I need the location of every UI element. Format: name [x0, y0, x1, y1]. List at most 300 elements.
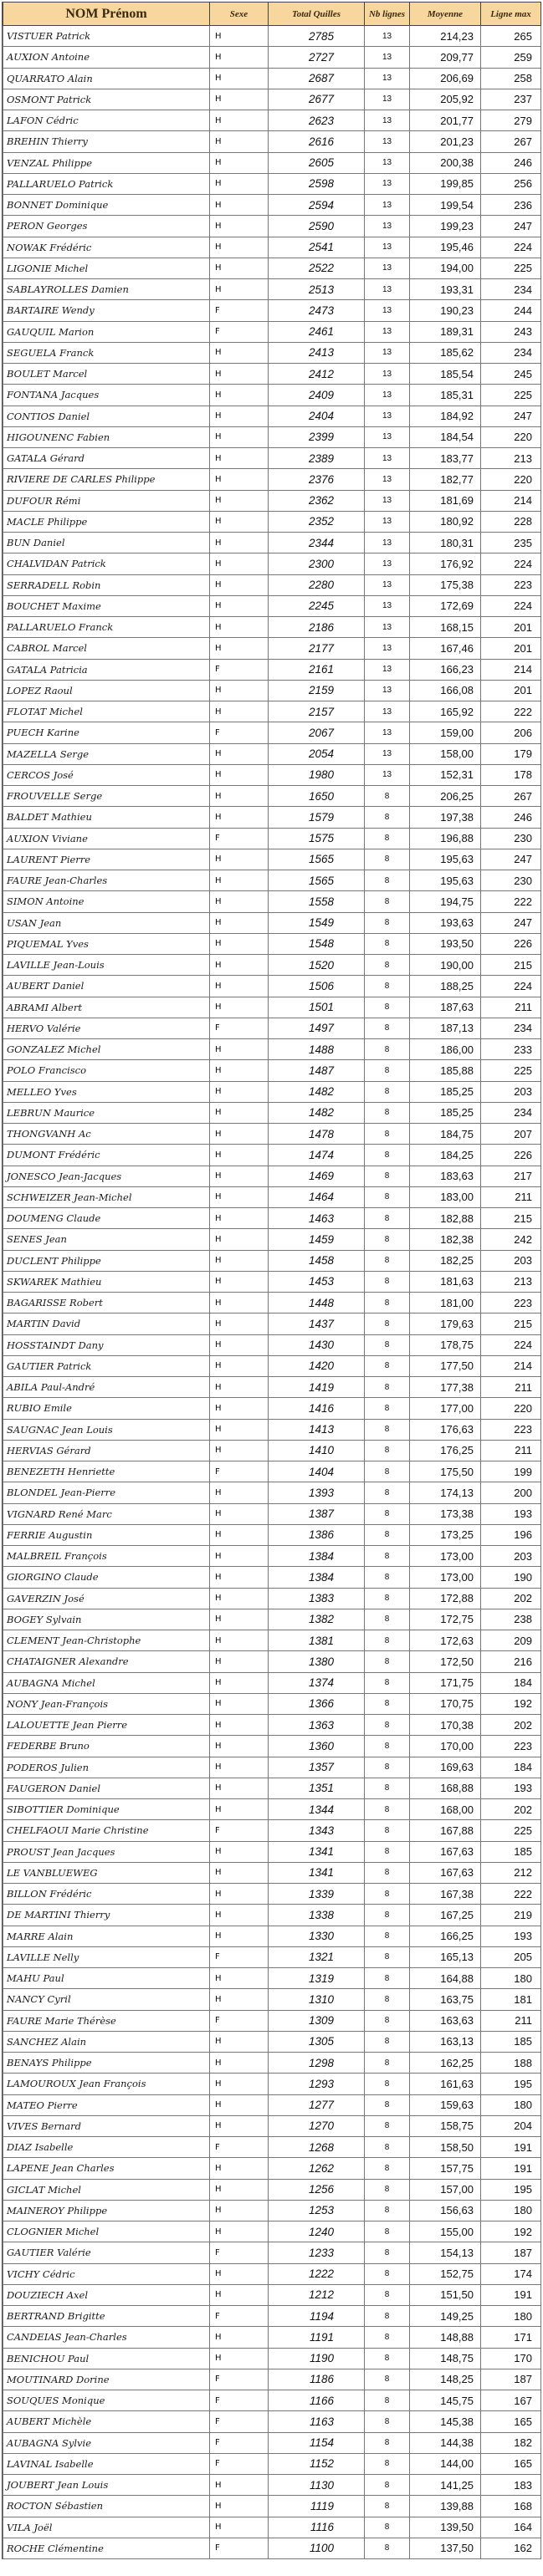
cell-games: 8: [365, 1820, 410, 1841]
cell-total: 2461: [269, 321, 365, 342]
table-row: [3, 574, 541, 595]
cell-sex: F: [210, 321, 269, 342]
cell-max: 234: [481, 1102, 541, 1123]
cell-games: 13: [365, 722, 410, 743]
table-row: [3, 1968, 541, 1989]
cell-total: 2605: [269, 152, 365, 173]
cell-max: 215: [481, 1208, 541, 1229]
cell-average: 158,75: [410, 2115, 481, 2136]
cell-average: 157,00: [410, 2179, 481, 2200]
cell-sex: F: [210, 2390, 269, 2411]
cell-sex: H: [210, 448, 269, 469]
cell-name: SENES Jean: [3, 1229, 210, 1250]
cell-games: 8: [365, 1208, 410, 1229]
cell-total: 1575: [269, 828, 365, 849]
cell-total: 1293: [269, 2074, 365, 2094]
cell-sex: H: [210, 976, 269, 997]
table-row: [3, 1757, 541, 1778]
cell-sex: H: [210, 1419, 269, 1440]
cell-name: DUFOUR Rémi: [3, 490, 210, 511]
cell-total: 1980: [269, 764, 365, 785]
cell-average: 156,63: [410, 2200, 481, 2221]
cell-total: 1463: [269, 1208, 365, 1229]
cell-name: BERTRAND Brigitte: [3, 2306, 210, 2327]
cell-average: 145,38: [410, 2411, 481, 2432]
cell-total: 1384: [269, 1546, 365, 1567]
cell-sex: H: [210, 1503, 269, 1524]
cell-sex: H: [210, 1757, 269, 1778]
table-row: [3, 2115, 541, 2136]
cell-games: 13: [365, 173, 410, 194]
table-row: [3, 2411, 541, 2432]
cell-games: 8: [365, 2453, 410, 2474]
cell-total: 1262: [269, 2158, 365, 2179]
cell-average: 193,31: [410, 279, 481, 300]
cell-average: 174,13: [410, 1482, 481, 1503]
table-row: [3, 1440, 541, 1461]
cell-sex: H: [210, 1039, 269, 1060]
cell-name: HERVO Valérie: [3, 1018, 210, 1038]
table-row: [3, 743, 541, 764]
cell-total: 2687: [269, 68, 365, 89]
cell-total: 2522: [269, 258, 365, 278]
cell-games: 8: [365, 1546, 410, 1567]
cell-total: 1487: [269, 1060, 365, 1081]
cell-sex: H: [210, 595, 269, 616]
cell-games: 13: [365, 680, 410, 701]
cell-total: 2362: [269, 490, 365, 511]
cell-total: 1482: [269, 1102, 365, 1123]
table-row: [3, 448, 541, 469]
cell-average: 172,63: [410, 1630, 481, 1651]
cell-max: 238: [481, 1609, 541, 1630]
cell-max: 180: [481, 2200, 541, 2221]
cell-name: SERRADELL Robin: [3, 574, 210, 595]
cell-sex: H: [210, 469, 269, 490]
table-row: [3, 342, 541, 363]
cell-total: 1341: [269, 1862, 365, 1883]
cell-max: 211: [481, 1440, 541, 1461]
cell-max: 201: [481, 617, 541, 638]
cell-games: 8: [365, 2221, 410, 2242]
cell-max: 223: [481, 1736, 541, 1757]
cell-average: 177,50: [410, 1355, 481, 1376]
cell-sex: F: [210, 2369, 269, 2390]
cell-games: 13: [365, 89, 410, 110]
cell-max: 168: [481, 2496, 541, 2517]
cell-average: 167,88: [410, 1820, 481, 1841]
cell-sex: H: [210, 1124, 269, 1145]
cell-name: BLONDEL Jean-Pierre: [3, 1482, 210, 1503]
table-row: [3, 1398, 541, 1419]
cell-total: 1413: [269, 1419, 365, 1440]
cell-total: 2590: [269, 216, 365, 237]
table-row: [3, 1081, 541, 1102]
cell-games: 8: [365, 2179, 410, 2200]
column-header-name: NOM Prénom: [3, 3, 210, 26]
cell-games: 8: [365, 828, 410, 849]
cell-max: 184: [481, 1672, 541, 1693]
cell-name: VISTUER Patrick: [3, 26, 210, 47]
cell-max: 203: [481, 1546, 541, 1567]
cell-total: 1233: [269, 2242, 365, 2263]
cell-name: GONZALEZ Michel: [3, 1039, 210, 1060]
cell-name: GICLAT Michel: [3, 2179, 210, 2200]
cell-average: 167,63: [410, 1841, 481, 1862]
cell-name: SAUGNAC Jean Louis: [3, 1419, 210, 1440]
cell-average: 199,54: [410, 195, 481, 216]
cell-max: 212: [481, 1862, 541, 1883]
cell-sex: H: [210, 1482, 269, 1503]
cell-name: HIGOUNENC Fabien: [3, 426, 210, 447]
cell-average: 196,88: [410, 828, 481, 849]
cell-games: 13: [365, 321, 410, 342]
cell-total: 1321: [269, 1946, 365, 1967]
table-row: [3, 2432, 541, 2453]
cell-games: 13: [365, 574, 410, 595]
cell-name: NONY Jean-François: [3, 1693, 210, 1714]
table-row: [3, 955, 541, 976]
cell-average: 195,46: [410, 237, 481, 258]
cell-name: PUECH Karine: [3, 722, 210, 743]
cell-max: 204: [481, 2115, 541, 2136]
cell-sex: H: [210, 1440, 269, 1461]
table-row: [3, 1334, 541, 1355]
cell-sex: H: [210, 1693, 269, 1714]
cell-average: 167,63: [410, 1862, 481, 1883]
ranking-table: [3, 2, 541, 2559]
cell-name: DOUZIECH Axel: [3, 2284, 210, 2305]
cell-games: 8: [365, 1293, 410, 1314]
cell-name: FAURE Marie Thérèse: [3, 2010, 210, 2031]
table-row: [3, 1124, 541, 1145]
cell-sex: H: [210, 1229, 269, 1250]
cell-max: 216: [481, 1651, 541, 1672]
cell-name: THONGVANH Ac: [3, 1124, 210, 1145]
cell-max: 224: [481, 1334, 541, 1355]
cell-max: 223: [481, 1419, 541, 1440]
table-row: [3, 1630, 541, 1651]
cell-average: 186,00: [410, 1039, 481, 1060]
cell-sex: H: [210, 258, 269, 278]
cell-average: 187,13: [410, 1018, 481, 1038]
cell-sex: H: [210, 152, 269, 173]
cell-sex: H: [210, 1862, 269, 1883]
cell-name: FEDERBE Bruno: [3, 1736, 210, 1757]
cell-max: 234: [481, 279, 541, 300]
cell-max: 195: [481, 2179, 541, 2200]
cell-name: BOUCHET Maxime: [3, 595, 210, 616]
cell-name: CHATAIGNER Alexandre: [3, 1651, 210, 1672]
cell-average: 185,54: [410, 364, 481, 385]
cell-max: 211: [481, 997, 541, 1018]
cell-name: FLOTAT Michel: [3, 701, 210, 722]
cell-average: 158,50: [410, 2137, 481, 2158]
cell-total: 1212: [269, 2284, 365, 2305]
cell-name: LOPEZ Raoul: [3, 680, 210, 701]
cell-sex: H: [210, 342, 269, 363]
cell-sex: H: [210, 849, 269, 870]
cell-name: PALLARUELO Franck: [3, 617, 210, 638]
cell-name: MAINEROY Philippe: [3, 2200, 210, 2221]
cell-games: 13: [365, 659, 410, 680]
cell-max: 190: [481, 1567, 541, 1588]
cell-total: 1310: [269, 1989, 365, 2010]
table-row: [3, 1546, 541, 1567]
cell-max: 213: [481, 448, 541, 469]
cell-name: BUN Daniel: [3, 533, 210, 553]
cell-total: 2513: [269, 279, 365, 300]
cell-max: 191: [481, 2158, 541, 2179]
cell-total: 1319: [269, 1968, 365, 1989]
cell-name: PALLARUELO Patrick: [3, 173, 210, 194]
cell-games: 8: [365, 2475, 410, 2496]
cell-total: 1100: [269, 2538, 365, 2558]
cell-sex: H: [210, 1778, 269, 1798]
cell-sex: F: [210, 2137, 269, 2158]
cell-name: MAHU Paul: [3, 1968, 210, 1989]
cell-games: 8: [365, 1461, 410, 1482]
cell-total: 2376: [269, 469, 365, 490]
cell-games: 13: [365, 237, 410, 258]
cell-sex: H: [210, 1524, 269, 1545]
cell-max: 199: [481, 1461, 541, 1482]
cell-games: 8: [365, 1884, 410, 1905]
cell-average: 189,31: [410, 321, 481, 342]
cell-max: 225: [481, 1060, 541, 1081]
cell-games: 8: [365, 1736, 410, 1757]
cell-total: 2413: [269, 342, 365, 363]
cell-average: 155,00: [410, 2221, 481, 2242]
cell-total: 2399: [269, 426, 365, 447]
cell-sex: H: [210, 1989, 269, 2010]
header-row: [3, 3, 541, 26]
cell-average: 166,08: [410, 680, 481, 701]
cell-sex: H: [210, 1968, 269, 1989]
cell-sex: H: [210, 2094, 269, 2115]
cell-max: 247: [481, 406, 541, 426]
cell-average: 209,77: [410, 47, 481, 68]
table-row: [3, 659, 541, 680]
cell-name: LAMOUROUX Jean François: [3, 2074, 210, 2094]
cell-games: 13: [365, 216, 410, 237]
cell-name: HERVIAS Gérard: [3, 1440, 210, 1461]
cell-total: 1366: [269, 1693, 365, 1714]
cell-total: 2594: [269, 195, 365, 216]
cell-average: 163,13: [410, 2031, 481, 2052]
table-row: [3, 722, 541, 743]
table-row: [3, 2263, 541, 2284]
cell-name: BOULET Marcel: [3, 364, 210, 385]
cell-games: 8: [365, 1630, 410, 1651]
cell-total: 1430: [269, 1334, 365, 1355]
cell-total: 1549: [269, 912, 365, 933]
cell-sex: H: [210, 385, 269, 406]
cell-average: 154,13: [410, 2242, 481, 2263]
table-row: [3, 2517, 541, 2538]
cell-total: 1478: [269, 1124, 365, 1145]
cell-total: 1380: [269, 1651, 365, 1672]
cell-average: 197,38: [410, 807, 481, 828]
cell-games: 8: [365, 2327, 410, 2348]
cell-max: 222: [481, 701, 541, 722]
cell-games: 13: [365, 743, 410, 764]
cell-max: 226: [481, 933, 541, 954]
table-row: [3, 68, 541, 89]
cell-sex: H: [210, 1377, 269, 1398]
table-row: [3, 110, 541, 131]
cell-sex: F: [210, 1820, 269, 1841]
cell-max: 223: [481, 1293, 541, 1314]
cell-average: 176,63: [410, 1419, 481, 1440]
cell-games: 8: [365, 1250, 410, 1271]
cell-name: SIBOTTIER Dominique: [3, 1799, 210, 1820]
cell-average: 177,00: [410, 1398, 481, 1419]
cell-sex: H: [210, 2517, 269, 2538]
cell-max: 230: [481, 828, 541, 849]
table-row: [3, 469, 541, 490]
cell-max: 165: [481, 2411, 541, 2432]
cell-sex: H: [210, 1060, 269, 1081]
table-row: [3, 1355, 541, 1376]
table-row: [3, 258, 541, 278]
table-row: [3, 933, 541, 954]
cell-max: 164: [481, 2517, 541, 2538]
table-row: [3, 2221, 541, 2242]
table-row: [3, 1461, 541, 1482]
cell-total: 1448: [269, 1293, 365, 1314]
cell-total: 2280: [269, 574, 365, 595]
cell-total: 1253: [269, 2200, 365, 2221]
cell-max: 215: [481, 955, 541, 976]
table-row: [3, 2369, 541, 2390]
cell-sex: H: [210, 131, 269, 152]
cell-name: AUBAGNA Sylvie: [3, 2432, 210, 2453]
cell-max: 205: [481, 1946, 541, 1967]
cell-games: 13: [365, 533, 410, 553]
cell-max: 187: [481, 2242, 541, 2263]
cell-sex: H: [210, 786, 269, 807]
cell-average: 188,25: [410, 976, 481, 997]
cell-average: 181,00: [410, 1293, 481, 1314]
cell-sex: F: [210, 1018, 269, 1038]
cell-total: 1579: [269, 807, 365, 828]
cell-sex: F: [210, 2306, 269, 2327]
table-row: [3, 849, 541, 870]
cell-sex: F: [210, 2010, 269, 2031]
cell-average: 165,13: [410, 1946, 481, 1967]
cell-total: 1420: [269, 1355, 365, 1376]
cell-total: 1256: [269, 2179, 365, 2200]
table-row: [3, 1651, 541, 1672]
cell-total: 1458: [269, 1250, 365, 1271]
cell-games: 13: [365, 110, 410, 131]
cell-sex: H: [210, 426, 269, 447]
table-row: [3, 2242, 541, 2263]
table-row: [3, 2031, 541, 2052]
cell-total: 1469: [269, 1166, 365, 1186]
cell-total: 1497: [269, 1018, 365, 1038]
cell-games: 13: [365, 279, 410, 300]
cell-name: BILLON Frédéric: [3, 1884, 210, 1905]
cell-average: 159,63: [410, 2094, 481, 2115]
cell-total: 2598: [269, 173, 365, 194]
cell-sex: H: [210, 1736, 269, 1757]
cell-average: 184,25: [410, 1145, 481, 1166]
cell-total: 1386: [269, 1524, 365, 1545]
cell-games: 8: [365, 2010, 410, 2031]
cell-sex: H: [210, 1609, 269, 1630]
cell-max: 247: [481, 849, 541, 870]
cell-games: 8: [365, 1145, 410, 1166]
cell-total: 1351: [269, 1778, 365, 1798]
cell-games: 8: [365, 2200, 410, 2221]
cell-sex: F: [210, 722, 269, 743]
cell-sex: H: [210, 1102, 269, 1123]
cell-average: 194,00: [410, 258, 481, 278]
cell-games: 8: [365, 1229, 410, 1250]
cell-max: 279: [481, 110, 541, 131]
cell-games: 8: [365, 2517, 410, 2538]
table-row: [3, 406, 541, 426]
cell-total: 1360: [269, 1736, 365, 1757]
cell-max: 222: [481, 1884, 541, 1905]
table-row: [3, 1271, 541, 1292]
cell-sex: H: [210, 1166, 269, 1186]
cell-max: 228: [481, 511, 541, 532]
cell-total: 2054: [269, 743, 365, 764]
cell-name: SANCHEZ Alain: [3, 2031, 210, 2052]
cell-average: 182,25: [410, 1250, 481, 1271]
cell-name: SCHWEIZER Jean-Michel: [3, 1186, 210, 1207]
cell-sex: H: [210, 701, 269, 722]
cell-sex: H: [210, 1630, 269, 1651]
table-header: [3, 3, 541, 26]
cell-max: 162: [481, 2538, 541, 2558]
cell-sex: H: [210, 1271, 269, 1292]
cell-sex: H: [210, 574, 269, 595]
table-row: [3, 385, 541, 406]
table-row: [3, 1293, 541, 1314]
cell-games: 8: [365, 1567, 410, 1588]
table-row: [3, 26, 541, 47]
cell-sex: H: [210, 490, 269, 511]
table-row: [3, 680, 541, 701]
cell-name: MAZELLA Serge: [3, 743, 210, 764]
cell-max: 256: [481, 173, 541, 194]
cell-total: 1190: [269, 2348, 365, 2369]
cell-total: 2157: [269, 701, 365, 722]
table-row: [3, 2137, 541, 2158]
cell-games: 13: [365, 448, 410, 469]
table-row: [3, 1841, 541, 1862]
cell-total: 1383: [269, 1588, 365, 1609]
cell-games: 8: [365, 1482, 410, 1503]
cell-total: 2177: [269, 638, 365, 659]
cell-total: 2677: [269, 89, 365, 110]
cell-total: 2727: [269, 47, 365, 68]
cell-name: FROUVELLE Serge: [3, 786, 210, 807]
cell-name: ROCTON Sébastien: [3, 2496, 210, 2517]
cell-average: 172,69: [410, 595, 481, 616]
cell-total: 1166: [269, 2390, 365, 2411]
table-row: [3, 1820, 541, 1841]
cell-games: 8: [365, 1588, 410, 1609]
cell-average: 179,63: [410, 1314, 481, 1334]
cell-name: GAUTIER Patrick: [3, 1355, 210, 1376]
cell-name: PODEROS Julien: [3, 1757, 210, 1778]
cell-max: 193: [481, 1926, 541, 1946]
